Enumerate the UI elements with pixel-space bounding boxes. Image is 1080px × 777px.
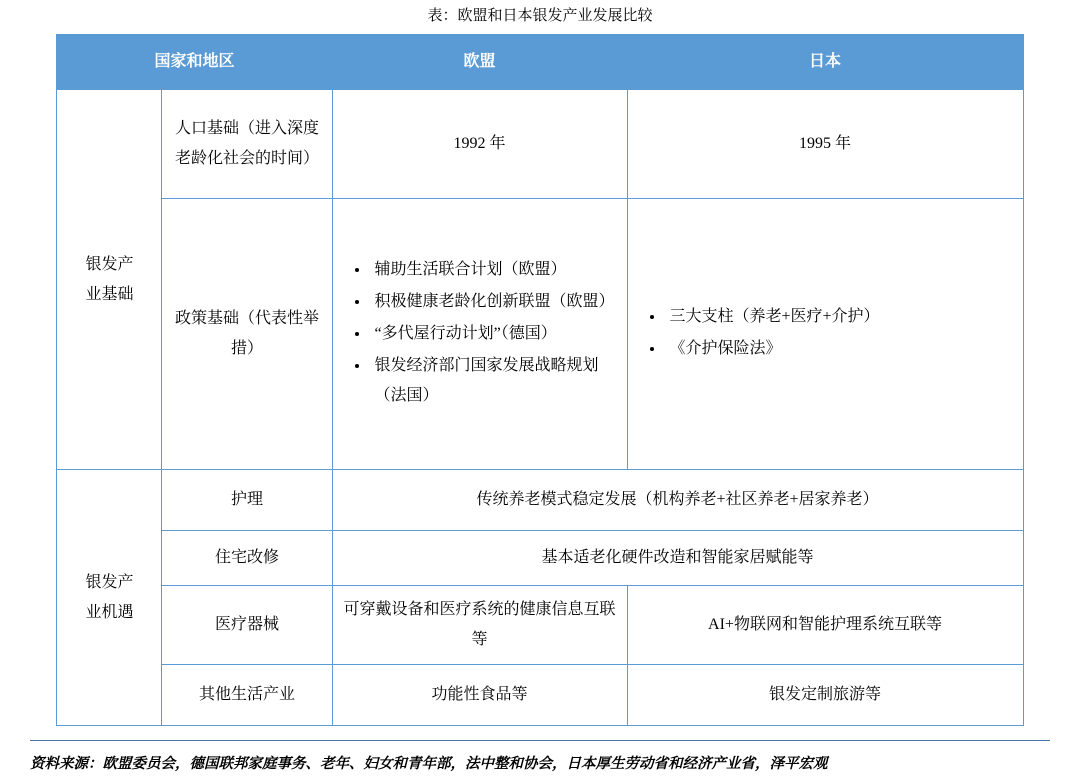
column-header-eu: 欧盟 [332,35,627,90]
list-item: 辅助生活联合计划（欧盟） [375,255,619,285]
list-item: 三大支柱（养老+医疗+介护） [670,302,1015,332]
cell-eu-policy [332,199,627,470]
table-row [57,470,1023,531]
group-label-foundation: 银发产 业基础 [57,90,162,470]
table-header-row [57,35,1023,90]
jp-policy-list [636,302,1015,364]
table-row [57,586,1023,665]
cell-jp-policy [627,199,1023,470]
cell-jp-other-industry: 银发定制旅游等 [627,665,1023,726]
list-item: 积极健康老龄化创新联盟（欧盟） [375,287,619,317]
table-row [57,199,1023,470]
subrow-label-population: 人口基础（进入深度老龄化社会的时间） [162,90,332,199]
subrow-label-care: 护理 [162,470,332,531]
cell-eu-medical-device: 可穿戴设备和医疗系统的健康信息互联等 [332,586,627,665]
column-header-japan: 日本 [627,35,1023,90]
cell-eu-other-industry: 功能性食品等 [332,665,627,726]
group-label-opportunity: 银发产 业机遇 [57,470,162,726]
subrow-label-other-industry: 其他生活产业 [162,665,332,726]
cell-jp-population: 1995 年 [627,90,1023,199]
table-row [57,90,1023,199]
subrow-label-medical-device: 医疗器械 [162,586,332,665]
comparison-table [56,34,1023,726]
list-item: “多代屋行动计划”（德国） [375,319,619,349]
cell-jp-medical-device: AI+物联网和智能护理系统互联等 [627,586,1023,665]
table-head [57,35,1023,90]
cell-merged-care: 传统养老模式稳定发展（机构养老+社区养老+居家养老） [332,470,1023,531]
source-note: 资料来源：欧盟委员会，德国联邦家庭事务、老年、妇女和青年部，法中整和协会，日本厚生劳动省和经济产业省，泽平宏观 [30,740,1050,777]
cell-eu-population: 1992 年 [332,90,627,199]
list-item: 银发经济部门国家发展战略规划（法国） [375,351,619,411]
column-header-region: 国家和地区 [57,35,332,90]
list-item: 《介护保险法》 [670,334,1015,364]
table-row [57,665,1023,726]
subrow-label-policy: 政策基础（代表性举措） [162,199,332,470]
table-row [57,531,1023,586]
eu-policy-list [341,255,619,411]
subrow-label-housing: 住宅改修 [162,531,332,586]
table-caption: 表：欧盟和日本银发产业发展比较 [427,7,653,24]
table-body [57,90,1023,726]
cell-merged-housing: 基本适老化硬件改造和智能家居赋能等 [332,531,1023,586]
